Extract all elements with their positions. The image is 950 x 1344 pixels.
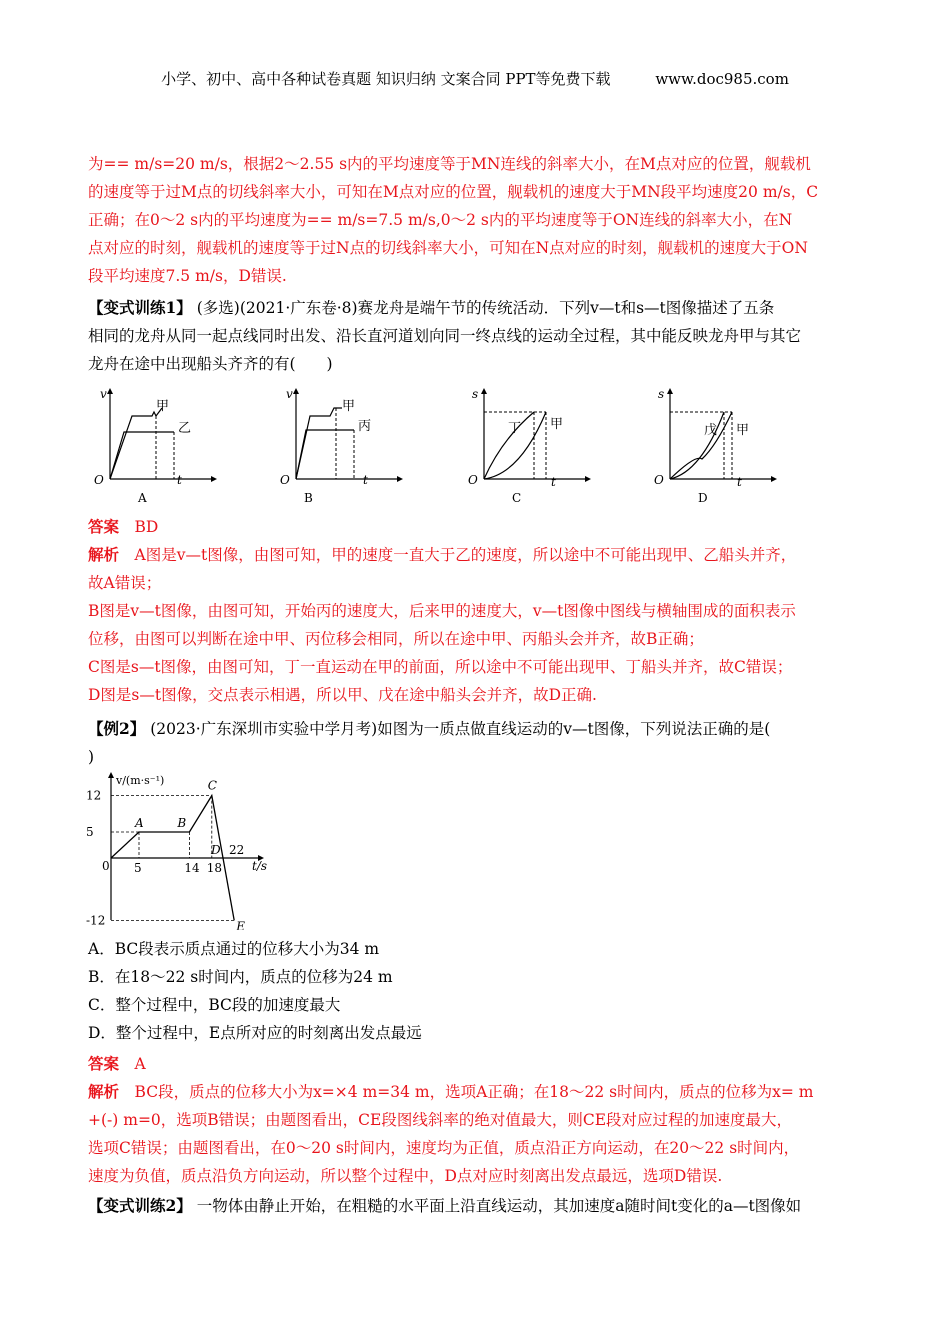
x-tick-label: 18 bbox=[206, 861, 223, 875]
curve-label: 丙 bbox=[358, 419, 372, 434]
curve-label: 甲 bbox=[736, 423, 750, 438]
text-line: 一物体由静止开始，在粗糙的水平面上沿直线运动，其加速度a随时间t变化的a—t图像如 bbox=[196, 1197, 802, 1215]
example2-solution bbox=[88, 1050, 878, 1190]
text-line: (2023·广东深圳市实验中学月考)如图为一质点做直线运动的v—t图像，下列说法正确的是( bbox=[150, 720, 771, 738]
text-line: 龙舟在途中出现船头齐齐的有( ) bbox=[88, 355, 333, 373]
variant1-figures bbox=[86, 384, 866, 514]
point-label: C bbox=[207, 778, 217, 793]
chart-origin: 0 bbox=[102, 859, 110, 873]
header-url[interactable]: www.doc985.com bbox=[655, 70, 789, 88]
text-line: 故A错误； bbox=[88, 574, 162, 592]
axis-label: v bbox=[286, 387, 293, 401]
example2-chart bbox=[86, 770, 286, 930]
chart-labels bbox=[86, 774, 267, 930]
example2-options bbox=[88, 935, 878, 1047]
option-a[interactable]: A．BC段表示质点通过的位移大小为34 m bbox=[88, 940, 380, 958]
figure-caption: C bbox=[512, 491, 522, 505]
option-d[interactable]: D．整个过程中，E点所对应的时刻离出发点最远 bbox=[88, 1024, 422, 1042]
text-line: B图是v—t图像，由图可知，开始丙的速度大，后来甲的速度大，v—t图像中图线与横轴围成的面积表示 bbox=[88, 602, 796, 620]
text-line: 点对应的时刻，舰载机的速度等于过N点的切线斜率大小，可知在N点对应的时刻，舰载机的速度大于ON bbox=[88, 239, 808, 257]
axis-label: t bbox=[363, 473, 368, 487]
point-label: E bbox=[236, 919, 245, 930]
figure-a bbox=[94, 387, 217, 505]
text-line: 为== m/s=20 m/s，根据2～2.55 s内的平均速度等于MN连线的斜率大小，在M点对应的位置，舰载机 bbox=[88, 155, 811, 173]
axis-label: t bbox=[737, 475, 742, 489]
answer-value: A bbox=[134, 1055, 146, 1073]
curve-label: 丁 bbox=[508, 421, 522, 436]
text-line: 段平均速度7.5 m/s，D错误. bbox=[88, 267, 287, 285]
chart-ylabel: v/(m·s⁻¹) bbox=[116, 774, 165, 787]
point-label: B bbox=[177, 816, 187, 830]
analysis-label: 解析 bbox=[88, 1083, 120, 1101]
variant2-question bbox=[88, 1192, 878, 1220]
text-line: (多选)(2021·广东卷·8)赛龙舟是端午节的传统活动．下列v—t和s—t图像描述了五条 bbox=[196, 299, 775, 317]
figure-caption: D bbox=[698, 491, 708, 505]
text-line: BC段，质点的位移大小为x=×4 m=34 m，选项A正确；在18～22 s时间内，质点的位移为x= m bbox=[134, 1083, 814, 1101]
point-label: A bbox=[135, 816, 144, 830]
example2-tag: 【例2】 bbox=[88, 719, 146, 738]
header-text: 小学、初中、高中各种试卷真题 知识归纳 文案合同 PPT等免费下载 bbox=[161, 70, 611, 88]
figure-d bbox=[654, 387, 777, 505]
point-label: D bbox=[211, 843, 221, 857]
origin-label: O bbox=[468, 473, 478, 487]
text-line: 相同的龙舟从同一起点线同时出发、沿长直河道划向同一终点线的运动全过程，其中能反映龙舟甲与其它 bbox=[88, 327, 802, 345]
curve-label: 乙 bbox=[178, 421, 192, 436]
text-line: 位移，由图可以判断在途中甲、丙位移会相同，所以在途中甲、丙船头会并齐，故B正确； bbox=[88, 630, 704, 648]
text-line: 的速度等于过M点的切线斜率大小，可知在M点对应的位置，舰载机的速度大于MN段平均速度20 m/s，C bbox=[88, 183, 819, 201]
axis-label: s bbox=[658, 387, 665, 401]
curve-label: 甲 bbox=[550, 417, 564, 432]
y-tick-label: 5 bbox=[86, 825, 94, 839]
origin-label: O bbox=[280, 473, 290, 487]
answer-label: 答案 bbox=[88, 1055, 120, 1073]
figure-b bbox=[280, 387, 403, 505]
curve-label: 甲 bbox=[156, 399, 170, 414]
text-line: A图是v—t图像，由图可知，甲的速度一直大于乙的速度，所以途中不可能出现甲、乙船头并齐， bbox=[134, 546, 797, 564]
answer-value: BD bbox=[134, 518, 159, 536]
option-b[interactable]: B．在18～22 s时间内，质点的位移为24 m bbox=[88, 968, 393, 986]
curve-label: 甲 bbox=[342, 399, 356, 414]
variant1-question bbox=[88, 294, 878, 378]
text-line: ) bbox=[88, 748, 95, 766]
figure-caption: B bbox=[304, 491, 313, 505]
text-line: 正确；在0～2 s内的平均速度为== m/s=7.5 m/s,0～2 s内的平均速度等于ON连线的斜率大小，在N bbox=[88, 211, 793, 229]
origin-label: O bbox=[654, 473, 664, 487]
variant1-tag: 【变式训练1】 bbox=[88, 298, 192, 317]
x-tick-label: 14 bbox=[184, 861, 200, 875]
figure-caption: A bbox=[138, 491, 147, 505]
text-line: D图是s—t图像，交点表示相遇，所以甲、戊在途中船头会并齐，故D正确. bbox=[88, 686, 597, 704]
variant1-solution bbox=[88, 513, 878, 709]
text-line: 速度为负值，质点沿负方向运动，所以整个过程中，D点对应时刻离出发点最远，选项D错误. bbox=[88, 1167, 723, 1185]
origin-label: O bbox=[94, 473, 104, 487]
axis-label: t bbox=[551, 475, 556, 489]
page-header bbox=[0, 68, 950, 89]
figure-c bbox=[468, 387, 591, 505]
analysis-label: 解析 bbox=[88, 546, 120, 564]
y-tick-label: 12 bbox=[86, 788, 102, 803]
example2-question bbox=[88, 715, 878, 771]
x-tick-label: 5 bbox=[134, 861, 142, 875]
text-line: +(-) m=0，选项B错误；由题图看出，CE段图线斜率的绝对值最大，则CE段对应过程的加速度最大， bbox=[88, 1111, 793, 1129]
prev-solution bbox=[88, 150, 878, 290]
chart-xlabel: t/s bbox=[252, 859, 268, 873]
x-tick-label: 22 bbox=[229, 843, 245, 857]
y-tick-label: -12 bbox=[86, 913, 106, 928]
axis-label: v bbox=[100, 387, 107, 401]
text-line: 选项C错误；由题图看出，在0～20 s时间内，速度均为正值，质点沿正方向运动，在20～22 s时间内， bbox=[88, 1139, 800, 1157]
variant2-tag: 【变式训练2】 bbox=[88, 1196, 192, 1215]
axis-label: s bbox=[472, 387, 479, 401]
curve-label: 戊 bbox=[704, 423, 718, 438]
axis-label: t bbox=[177, 473, 182, 487]
text-line: C图是s—t图像，由图可知，丁一直运动在甲的前面，所以途中不可能出现甲、丁船头并齐，故C错误； bbox=[88, 658, 793, 676]
option-c[interactable]: C．整个过程中，BC段的加速度最大 bbox=[88, 996, 341, 1014]
answer-label: 答案 bbox=[88, 518, 120, 536]
